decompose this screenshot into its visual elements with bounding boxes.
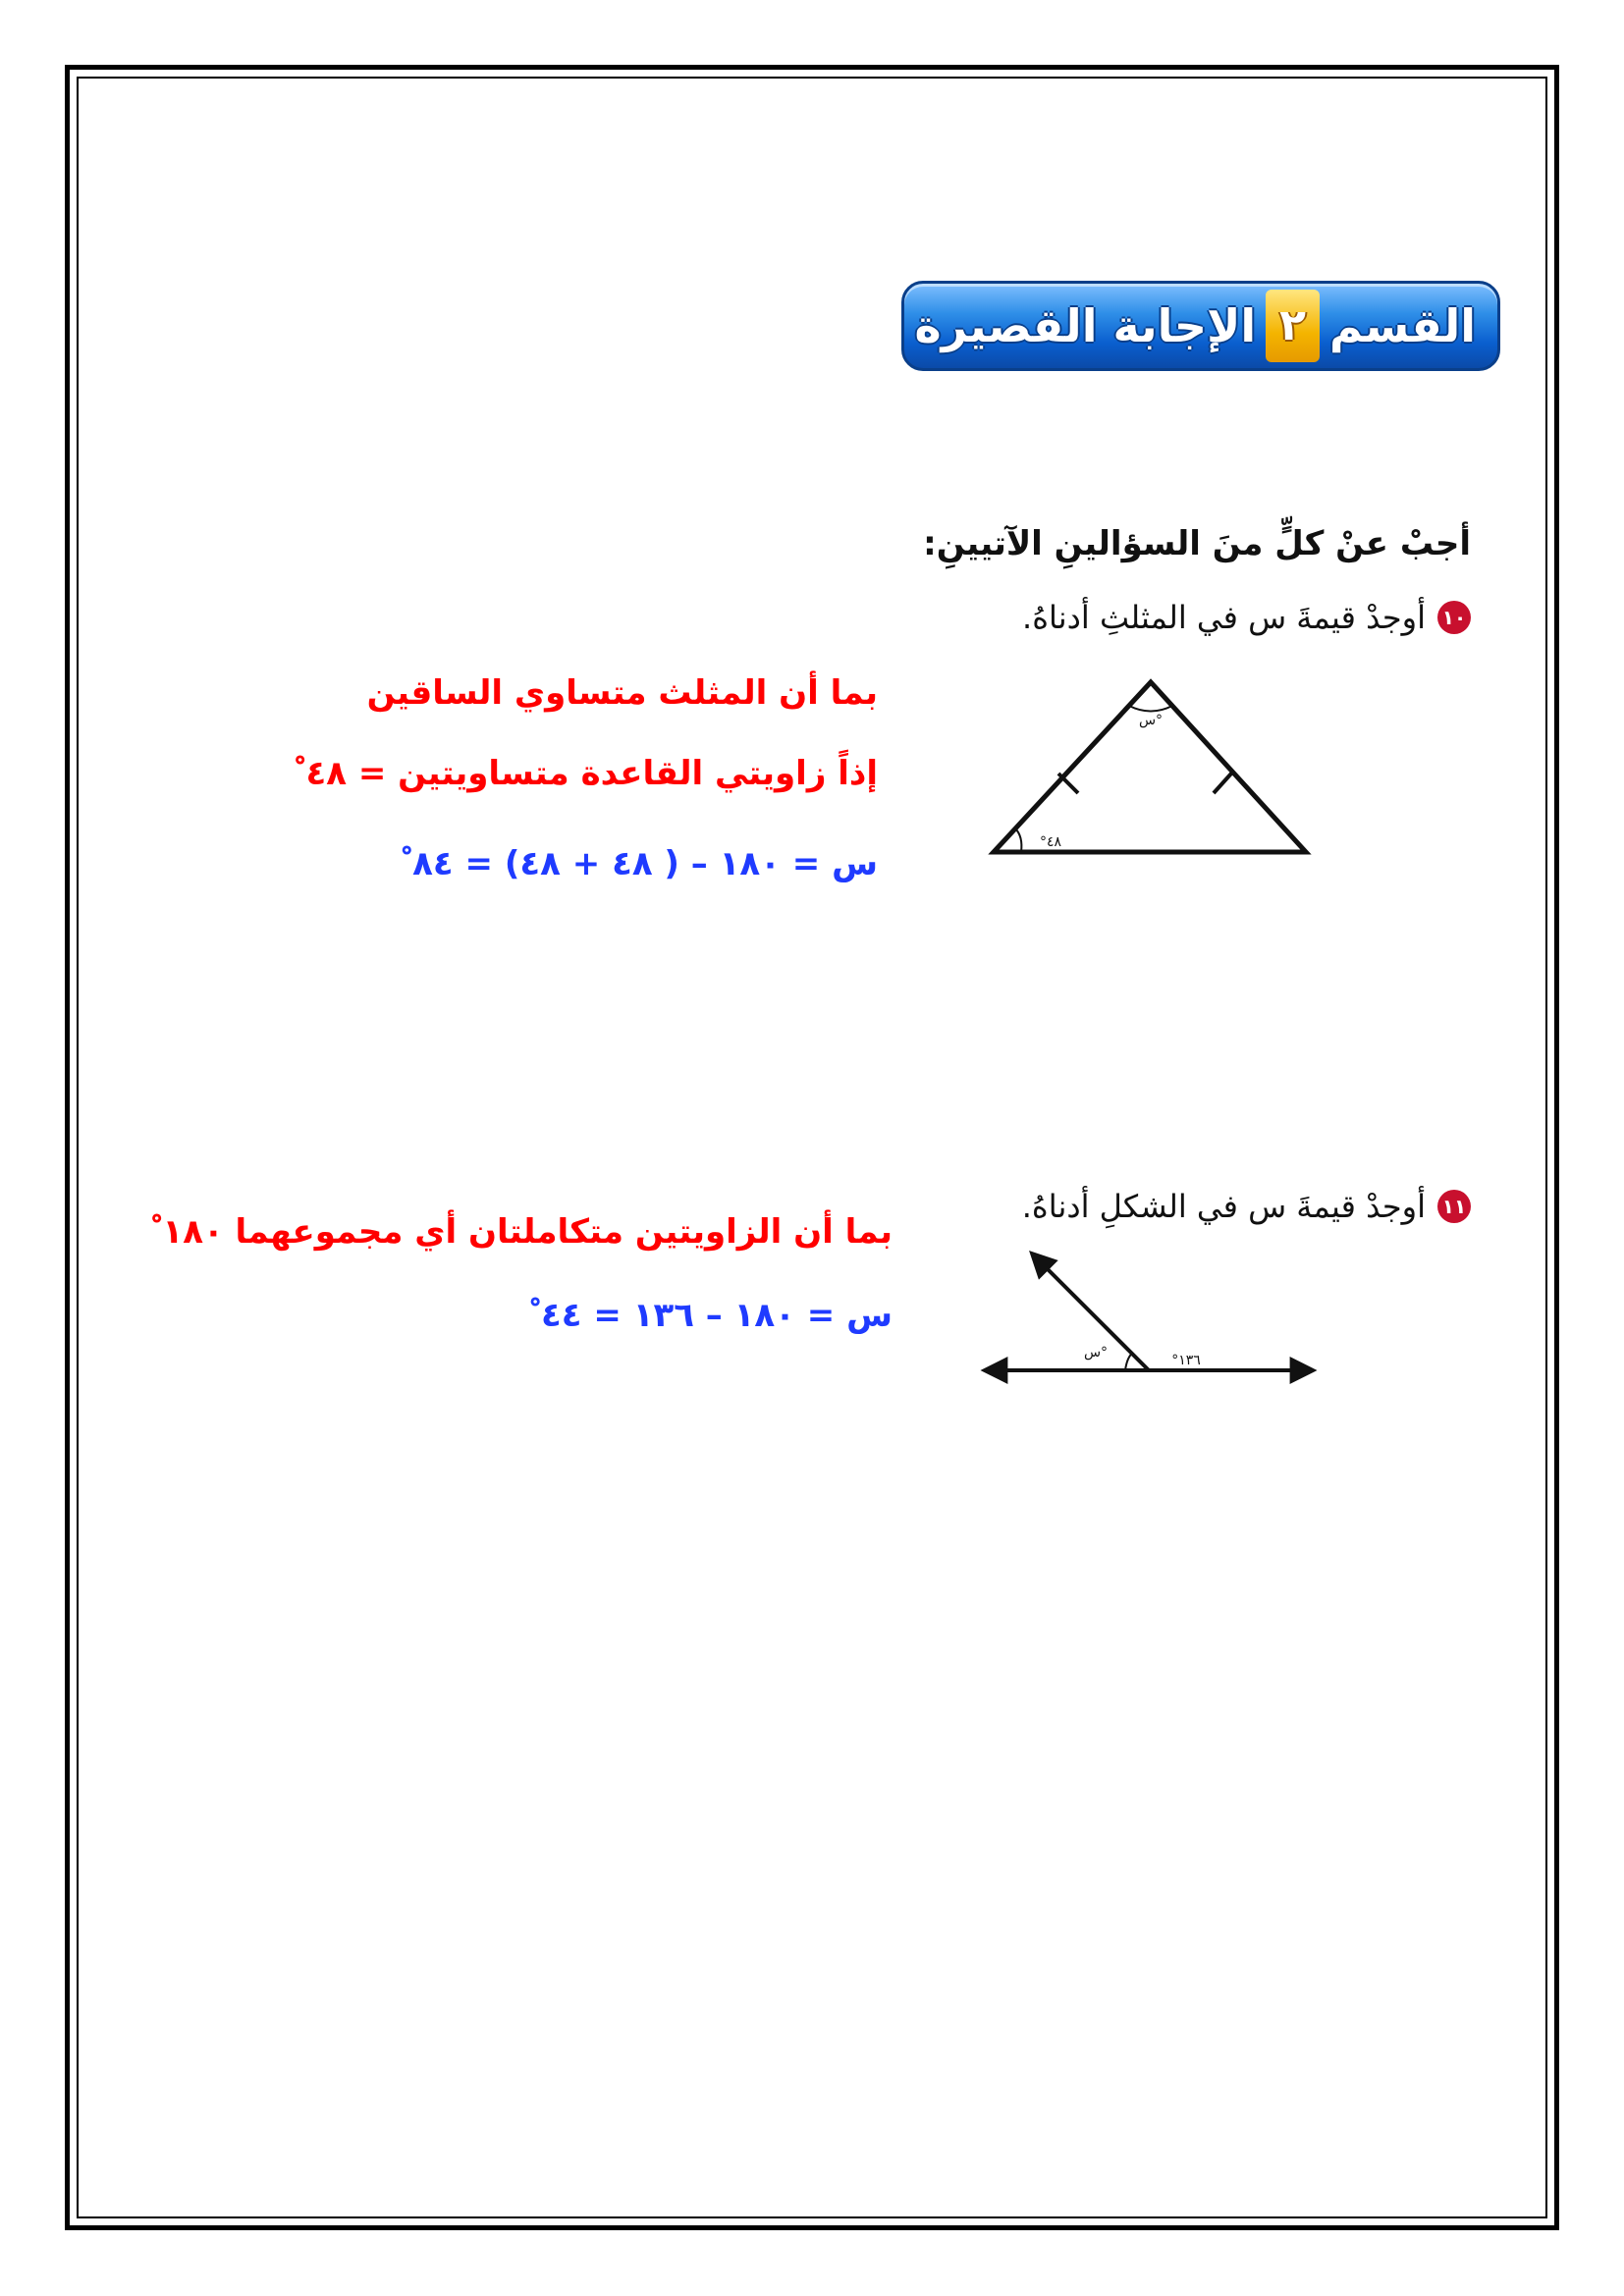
banner-section-word: القسم xyxy=(1328,299,1476,352)
apex-angle-arc xyxy=(1129,706,1172,712)
apex-angle-label: س° xyxy=(1138,713,1164,728)
base-angle-label: °٤٨ xyxy=(1039,834,1062,850)
instructions: أجبْ عنْ كلٍّ منَ السؤالينِ الآتيينِ: xyxy=(923,524,1471,563)
question-number-badge: ١٠ xyxy=(1437,601,1471,634)
question-11 xyxy=(1022,1188,1471,1225)
left-angle-label: س° xyxy=(1083,1345,1109,1361)
tick-mark-left xyxy=(1058,774,1078,793)
page-border-inner xyxy=(77,77,1547,2218)
section-banner xyxy=(901,281,1500,371)
answer-10-line-3: س = ١٨٠ – ( ٤٨ + ٤٨) = ٨٤ ْ xyxy=(401,844,878,883)
question-text: أوجدْ قيمةَ س في المثلثِ أدناهُ. xyxy=(1022,599,1426,636)
answer-10-line-2: إذاً زاويتي القاعدة متساويتين = ٤٨ ْ xyxy=(294,754,878,793)
answer-11-line-1: بما أن الزاويتين متكاملتان أي مجموعهما ١٨٠ ْ xyxy=(150,1212,893,1252)
triangle-shape xyxy=(994,682,1306,852)
question-number-badge: ١١ xyxy=(1437,1190,1471,1223)
supplementary-angle-figure xyxy=(980,1247,1319,1384)
question-10 xyxy=(1022,599,1471,636)
answer-10-line-1: بما أن المثلث متساوي الساقين xyxy=(366,673,878,713)
answer-11-line-2: س = ١٨٠ – ١٣٦ = ٤٤ ْ xyxy=(529,1296,893,1335)
tick-mark-right xyxy=(1214,774,1231,793)
banner-title: الإجابة القصيرة xyxy=(914,299,1257,352)
base-angle-arc xyxy=(1015,828,1021,852)
right-angle-label: °١٣٦ xyxy=(1171,1353,1201,1368)
banner-section-number: ٢ xyxy=(1266,290,1320,362)
question-text: أوجدْ قيمةَ س في الشكلِ أدناهُ. xyxy=(1021,1188,1426,1225)
triangle-figure xyxy=(982,677,1316,864)
